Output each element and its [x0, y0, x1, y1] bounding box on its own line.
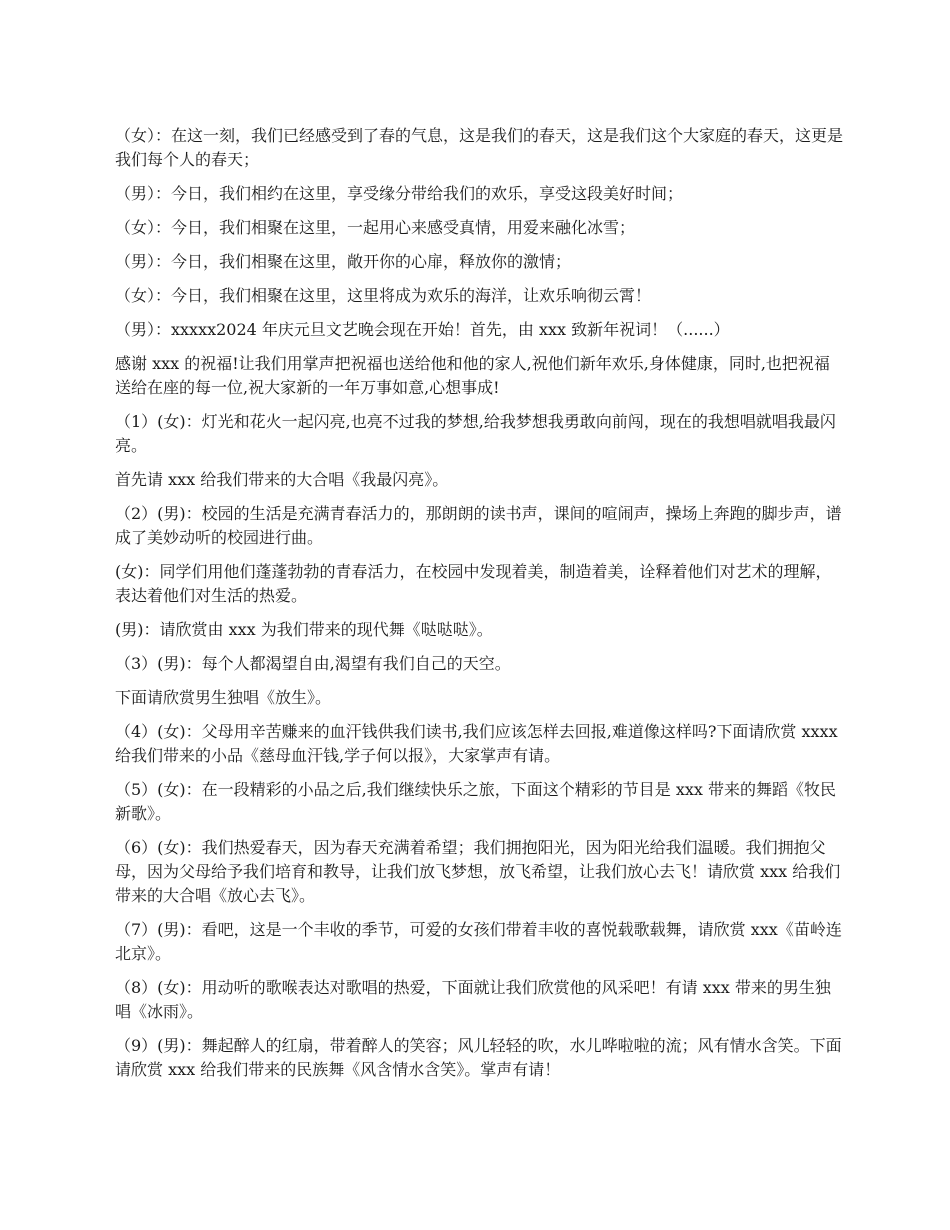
paragraph-program-7: （7）(男)：看吧，这是一个丰收的季节，可爱的女孩们带着丰收的喜悦载歌载舞，请欣赏 xxx《苗岭连北京》。	[115, 920, 842, 963]
paragraph-program-6: （6）(女)：我们热爱春天，因为春天充满着希望；我们拥抱阳光，因为阳光给我们温暖。我们拥抱父母，因为父母给予我们培育和教导，让我们放飞梦想，放飞希望，让我们放心去飞！请欣赏 xxx 给我们带来的大合唱《放心去飞》。	[115, 838, 841, 905]
paragraph-program-2-intro: (男)：请欣赏由 xxx 为我们带来的现代舞《哒哒哒》。	[115, 620, 493, 639]
paragraph-opening-4: （男）：今日，我们相聚在这里，敞开你的心扉，释放你的激情；	[115, 252, 572, 271]
paragraph-program-3-intro: 下面请欣赏男生独唱《放生》。	[115, 688, 332, 707]
paragraph-program-1-intro: 首先请 xxx 给我们带来的大合唱《我最闪亮》。	[115, 470, 449, 489]
paragraph-opening-3: （女）：今日，我们相聚在这里，一起用心来感受真情，用爱来融化冰雪；	[115, 218, 636, 237]
paragraph-program-8: （8）(女)：用动听的歌喉表达对歌唱的热爱，下面就让我们欣赏他的风采吧！有请 xxx 带来的男生独唱《冰雨》。	[115, 978, 831, 1021]
paragraph-program-5: （5）(女)：在一段精彩的小品之后,我们继续快乐之旅，下面这个精彩的节目是 xxx 带来的舞蹈《牧民新歌》。	[115, 780, 836, 823]
paragraph-thanks: 感谢 xxx 的祝福!让我们用掌声把祝福也送给他和他的家人,祝他们新年欢乐,身体健康，同时,也把祝福送给在座的每一位,祝大家新的一年万事如意,心想事成!	[115, 354, 830, 397]
paragraph-program-2-female: (女)：同学们用他们蓬蓬勃勃的青春活力，在校园中发现着美，制造着美，诠释着他们对艺术的理解，表达着他们对生活的热爱。	[115, 562, 832, 605]
paragraph-opening-6: （男）：xxxxx2024 年庆元旦文艺晚会现在开始！首先，由 xxx 致新年祝词！（......）	[115, 320, 730, 339]
paragraph-program-3: （3）(男)：每个人都渴望自由,渴望有我们自己的天空。	[115, 654, 511, 673]
paragraph-opening-5: （女）：今日，我们相聚在这里，这里将成为欢乐的海洋，让欢乐响彻云霄！	[115, 286, 652, 305]
paragraph-program-2: （2）(男)：校园的生活是充满青春活力的，那朗朗的读书声，课间的喧闹声，操场上奔跑的脚步声，谱成了美妙动听的校园进行曲。	[115, 504, 842, 547]
paragraph-program-1: （1）(女)：灯光和花火一起闪亮,也亮不过我的梦想,给我梦想我勇敢向前闯，现在的我想唱就唱我最闪亮。	[115, 412, 836, 455]
paragraph-opening-2: （男）：今日，我们相约在这里，享受缘分带给我们的欢乐，享受这段美好时间；	[115, 184, 684, 203]
paragraph-program-9: （9）(男)：舞起醉人的红扇，带着醉人的笑容；风儿轻轻的吹，水儿哗啦啦的流；风有情水含笑。下面请欣赏 xxx 给我们带来的民族舞《风含情水含笑》。掌声有请！	[115, 1036, 842, 1079]
document-body	[115, 124, 843, 1092]
paragraph-opening-1: （女）：在这一刻，我们已经感受到了春的气息，这是我们的春天，这是我们这个大家庭的春天，这更是我们每个人的春天；	[115, 126, 844, 169]
paragraph-program-4: （4）(女)：父母用辛苦赚来的血汗钱供我们读书,我们应该怎样去回报,难道像这样吗?下面请欣赏 xxxx 给我们带来的小品《慈母血汗钱,学子何以报》，大家掌声有请。	[115, 722, 838, 765]
